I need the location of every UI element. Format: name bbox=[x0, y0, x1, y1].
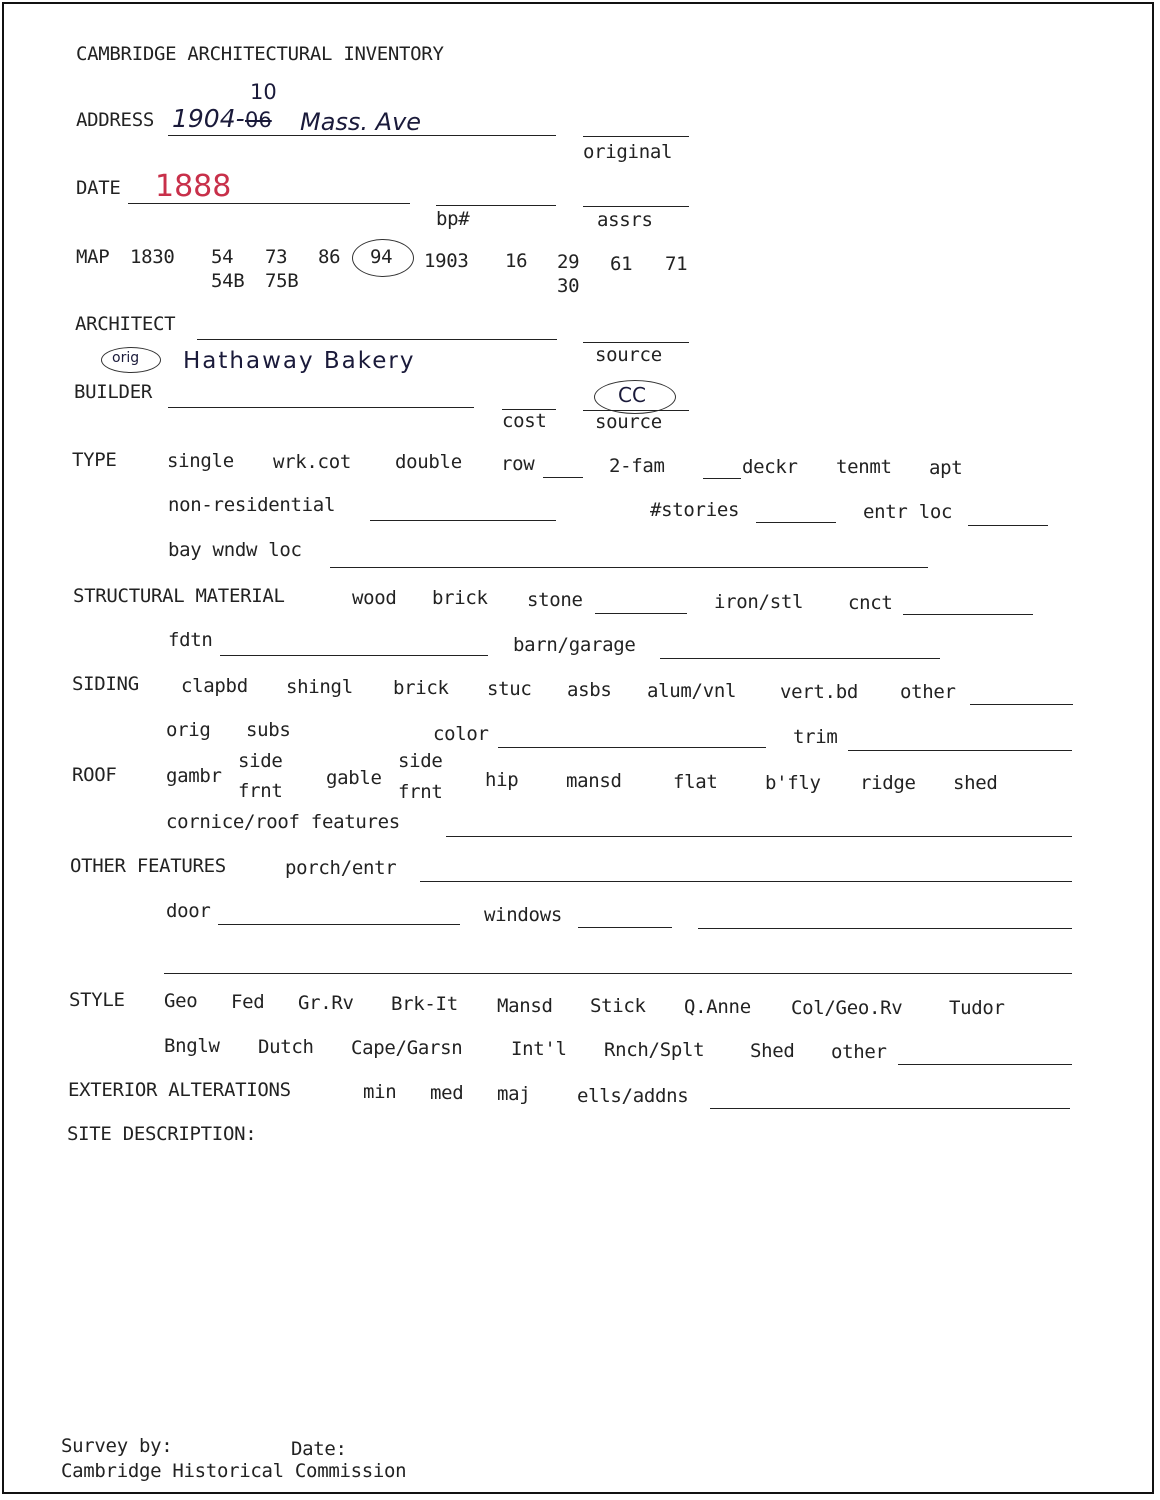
date-value: 1888 bbox=[155, 169, 232, 204]
siding-other-line bbox=[970, 704, 1073, 705]
cost-label: cost bbox=[502, 410, 547, 432]
fdtn-line bbox=[220, 655, 488, 656]
other-features-label: OTHER FEATURES bbox=[70, 855, 226, 877]
siding-label: SIDING bbox=[72, 673, 139, 695]
roof-bfly: b'fly bbox=[765, 772, 821, 794]
style-intl: Int'l bbox=[511, 1038, 567, 1060]
style-fed: Fed bbox=[231, 991, 265, 1013]
type-deckr: deckr bbox=[742, 456, 798, 478]
builder-line bbox=[168, 407, 474, 408]
builder-source-value: CC bbox=[618, 383, 646, 407]
type-2fam: 2-fam bbox=[609, 455, 665, 477]
roof-gambr-side: side bbox=[238, 750, 283, 772]
siding-shingl: shingl bbox=[286, 676, 353, 698]
style-qanne: Q.Anne bbox=[684, 996, 751, 1018]
map-year-86: 86 bbox=[318, 246, 341, 268]
roof-label: ROOF bbox=[72, 764, 117, 786]
bay-wndw-label: bay wndw loc bbox=[168, 539, 302, 561]
non-residential-label: non-residential bbox=[168, 494, 336, 516]
type-label: TYPE bbox=[72, 449, 117, 471]
siding-clapbd: clapbd bbox=[181, 675, 248, 697]
map-year-75b: 75B bbox=[265, 270, 299, 292]
door-label: door bbox=[166, 900, 211, 922]
siding-trim-label: trim bbox=[793, 726, 838, 748]
exterior-alterations-label: EXTERIOR ALTERATIONS bbox=[68, 1079, 291, 1101]
map-year-29: 29 bbox=[557, 251, 580, 273]
map-year-30: 30 bbox=[557, 275, 580, 297]
style-geo: Geo bbox=[164, 990, 198, 1012]
builder-source-label: source bbox=[595, 411, 662, 433]
bp-label: bp# bbox=[436, 208, 470, 230]
siding-vertbd: vert.bd bbox=[780, 681, 858, 703]
assrs-label: assrs bbox=[597, 209, 653, 231]
exterior-maj: maj bbox=[497, 1083, 531, 1105]
cornice-line bbox=[446, 836, 1072, 837]
windows-line-2 bbox=[698, 928, 1072, 929]
siding-other: other bbox=[900, 681, 956, 703]
barn-garage-label: barn/garage bbox=[513, 634, 636, 656]
style-tudor: Tudor bbox=[949, 997, 1005, 1019]
siding-color-line bbox=[498, 747, 766, 748]
siding-color-label: color bbox=[433, 723, 489, 745]
type-deckr-line bbox=[703, 478, 741, 479]
style-rnchsplt: Rnch/Splt bbox=[604, 1039, 705, 1061]
builder-label: BUILDER bbox=[74, 381, 152, 403]
entr-loc-line bbox=[968, 525, 1048, 526]
map-year-94: 94 bbox=[370, 246, 393, 268]
door-line bbox=[218, 924, 460, 925]
roof-hip: hip bbox=[485, 769, 519, 791]
barn-garage-line bbox=[660, 658, 940, 659]
entr-loc-label: entr loc bbox=[863, 501, 953, 523]
windows-line-1 bbox=[578, 927, 672, 928]
architect-line bbox=[197, 339, 557, 340]
roof-gambr-frnt: frnt bbox=[238, 780, 283, 802]
survey-by-label: Survey by: bbox=[61, 1435, 173, 1457]
original-line bbox=[583, 136, 689, 137]
type-wrk-cot: wrk.cot bbox=[273, 451, 351, 473]
extra-features-line bbox=[164, 973, 1072, 974]
architect-label: ARCHITECT bbox=[75, 313, 176, 335]
siding-brick: brick bbox=[393, 677, 449, 699]
style-brkit: Brk-It bbox=[391, 993, 458, 1015]
address-label: ADDRESS bbox=[76, 109, 154, 131]
stories-line bbox=[756, 522, 836, 523]
porch-line bbox=[420, 881, 1072, 882]
map-year-73: 73 bbox=[265, 246, 288, 268]
structural-cnct: cnct bbox=[848, 592, 893, 614]
roof-flat: flat bbox=[673, 771, 718, 793]
map-year-16: 16 bbox=[505, 250, 528, 272]
roof-gable-side: side bbox=[398, 750, 443, 772]
type-tenmt: tenmt bbox=[836, 456, 892, 478]
map-year-71: 71 bbox=[665, 253, 688, 275]
site-description-label: SITE DESCRIPTION: bbox=[67, 1123, 257, 1145]
style-label: STYLE bbox=[69, 989, 125, 1011]
structural-brick: brick bbox=[432, 587, 488, 609]
non-residential-line bbox=[370, 520, 556, 521]
architect-source-line bbox=[583, 342, 689, 343]
form-title: CAMBRIDGE ARCHITECTURAL INVENTORY bbox=[76, 43, 444, 65]
address-struck-number: 06 bbox=[245, 108, 272, 132]
style-shed: Shed bbox=[750, 1040, 795, 1062]
porch-label: porch/entr bbox=[285, 857, 397, 879]
style-capegarsn: Cape/Garsn bbox=[351, 1037, 463, 1059]
map-year-1830: 1830 bbox=[130, 246, 175, 268]
style-mansd: Mansd bbox=[497, 995, 553, 1017]
style-colgeorv: Col/Geo.Rv bbox=[791, 997, 903, 1019]
siding-stuc: stuc bbox=[487, 678, 532, 700]
date-label: DATE bbox=[76, 177, 121, 199]
structural-wood: wood bbox=[352, 587, 397, 609]
address-number: 1904- bbox=[172, 104, 245, 133]
map-label: MAP bbox=[76, 246, 110, 268]
siding-orig: orig bbox=[166, 719, 211, 741]
map-year-61: 61 bbox=[610, 253, 633, 275]
page-border bbox=[2, 2, 1154, 1494]
exterior-med: med bbox=[430, 1082, 464, 1104]
fdtn-label: fdtn bbox=[168, 629, 213, 651]
siding-subs: subs bbox=[246, 719, 291, 741]
type-single: single bbox=[167, 450, 234, 472]
ells-line bbox=[710, 1108, 1070, 1109]
structural-stone: stone bbox=[527, 589, 583, 611]
bay-wndw-line bbox=[330, 567, 928, 568]
builder-value: Hathaway Bakery bbox=[183, 348, 416, 374]
style-bnglw: Bnglw bbox=[164, 1035, 220, 1057]
structural-iron: iron/stl bbox=[714, 591, 804, 613]
siding-asbs: asbs bbox=[567, 679, 612, 701]
type-double: double bbox=[395, 451, 462, 473]
address-correction: 10 bbox=[250, 80, 277, 104]
style-other: other bbox=[831, 1041, 887, 1063]
map-94-circle bbox=[352, 239, 414, 277]
survey-date-label: Date: bbox=[291, 1438, 347, 1460]
windows-label: windows bbox=[484, 904, 562, 926]
cnct-line bbox=[903, 614, 1033, 615]
style-dutch: Dutch bbox=[258, 1036, 314, 1058]
roof-shed: shed bbox=[953, 772, 998, 794]
roof-mansd: mansd bbox=[566, 770, 622, 792]
siding-alum: alum/vnl bbox=[647, 680, 737, 702]
structural-label: STRUCTURAL MATERIAL bbox=[73, 585, 285, 607]
style-grrv: Gr.Rv bbox=[298, 992, 354, 1014]
roof-ridge: ridge bbox=[860, 772, 916, 794]
style-other-line bbox=[898, 1064, 1072, 1065]
roof-gable-frnt: frnt bbox=[398, 781, 443, 803]
cornice-label: cornice/roof features bbox=[166, 811, 400, 833]
assrs-line bbox=[583, 206, 689, 207]
type-row-line bbox=[543, 477, 583, 478]
roof-gambr: gambr bbox=[166, 765, 222, 787]
exterior-min: min bbox=[363, 1081, 397, 1103]
type-apt: apt bbox=[929, 457, 963, 479]
map-year-1903: 1903 bbox=[424, 250, 469, 272]
stories-label: #stories bbox=[650, 499, 740, 521]
exterior-ells: ells/addns bbox=[577, 1085, 689, 1107]
style-stick: Stick bbox=[590, 995, 646, 1017]
address-street: Mass. Ave bbox=[300, 108, 422, 136]
orig-tag: orig bbox=[112, 350, 140, 366]
roof-gable: gable bbox=[326, 767, 382, 789]
type-row: row bbox=[501, 453, 535, 475]
siding-trim-line bbox=[848, 750, 1072, 751]
architect-source-label: source bbox=[595, 344, 662, 366]
original-label: original bbox=[583, 141, 673, 163]
stone-line bbox=[595, 613, 687, 614]
commission-label: Cambridge Historical Commission bbox=[61, 1460, 407, 1482]
bp-line bbox=[436, 205, 556, 206]
map-year-54: 54 bbox=[211, 246, 234, 268]
map-year-54b: 54B bbox=[211, 270, 245, 292]
